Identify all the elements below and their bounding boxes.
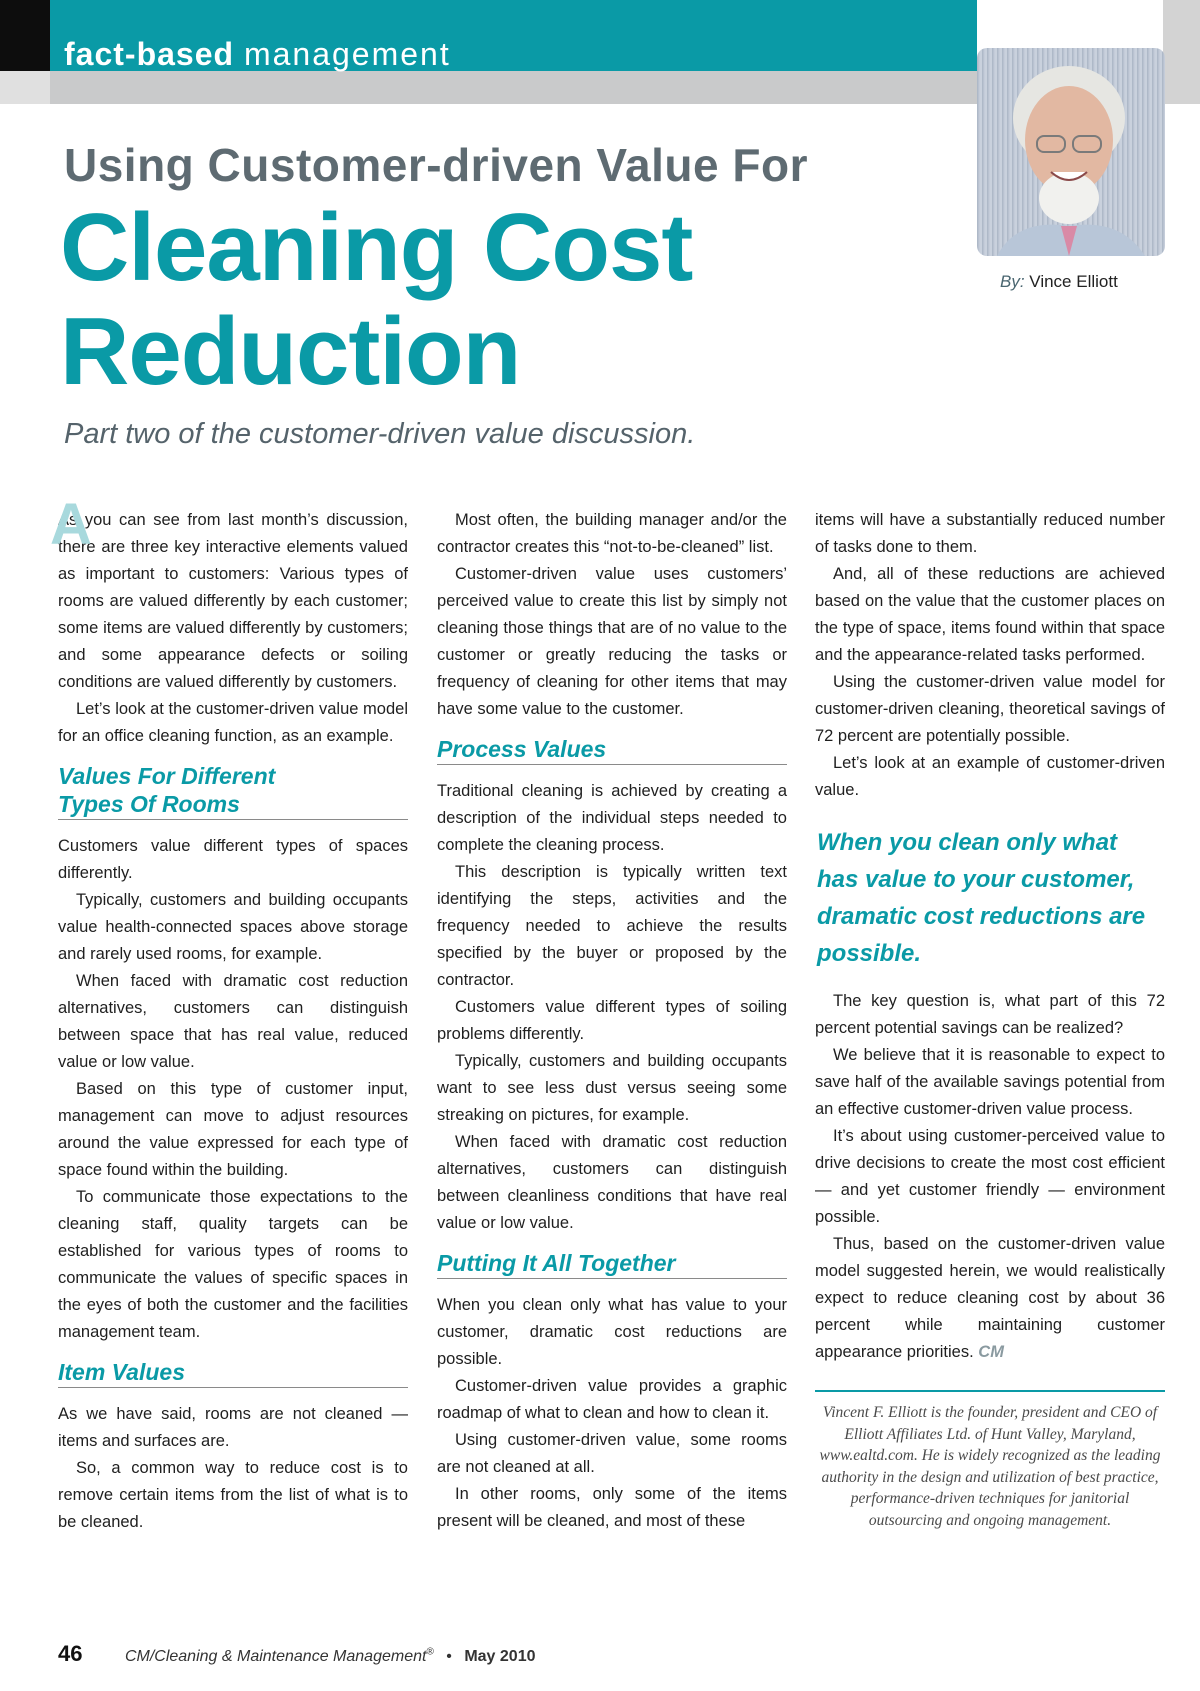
paragraph: Typically, customers and building occupants value health-connected spaces above storage and rarely used rooms, for example. (58, 891, 408, 963)
paragraph: Let’s look at the customer-driven value model for an office cleaning function, as an example. (58, 700, 408, 745)
author-photo (977, 48, 1165, 256)
headline-line-1: Cleaning Cost (60, 194, 693, 301)
title-kicker: Using Customer-driven Value For (64, 139, 808, 191)
subhead-putting-it-together: Putting It All Together (437, 1249, 787, 1279)
paragraph-text: Thus, based on the customer-driven value model suggested herein, we would realistically expect to reduce cleaning cost by about 36 percent while maintaining customer appearance priorities. (815, 1235, 1165, 1361)
article-column-2 (437, 507, 787, 1535)
author-name: Vince Elliott (1029, 272, 1118, 291)
article-column-1 (50, 492, 408, 1536)
header-gray-band (50, 71, 977, 104)
author-portrait-illustration (977, 48, 1165, 256)
paragraph: As we have said, rooms are not cleaned — items and surfaces are. (58, 1405, 408, 1450)
headline-line-2: Reduction (60, 298, 521, 405)
registered-mark: ® (426, 1646, 434, 1658)
subhead-process-values: Process Values (437, 735, 787, 765)
page-number: 46 (58, 1641, 83, 1666)
drop-cap: A (50, 492, 92, 557)
header-gray-corner (0, 71, 50, 104)
paragraph: In other rooms, only some of the items present will be cleaned, and most of these (437, 1485, 787, 1530)
subhead-line: Types Of Rooms (58, 791, 240, 817)
subhead-item-values: Item Values (58, 1358, 408, 1388)
footer-separator: • (446, 1648, 452, 1665)
byline-label: By: (1000, 272, 1025, 291)
paragraph: When you clean only what has value to your customer, dramatic cost reductions are possible. (437, 1296, 787, 1368)
issue-date: May 2010 (464, 1648, 536, 1665)
paragraph: We believe that it is reasonable to expect to save half of the available savings potential from an effective customer-driven value process. (815, 1046, 1165, 1118)
paragraph: Using customer-driven value, some rooms are not cleaned at all. (437, 1431, 787, 1476)
paragraph: Based on this type of customer input, management can move to adjust resources around the value expressed for each type of space found within the building. (58, 1080, 408, 1179)
paragraph: Customer-driven value provides a graphic roadmap of what to clean and how to clean it. (437, 1377, 787, 1422)
deck-subtitle: Part two of the customer-driven value discussion. (64, 418, 696, 450)
paragraph: Let’s look at an example of customer-driven value. (815, 754, 1165, 799)
paragraph-final (815, 1231, 1165, 1366)
page-footer (58, 1641, 536, 1667)
paragraph: It’s about using customer-perceived value to drive decisions to create the most cost efficient — and yet customer friendly — environment possible. (815, 1127, 1165, 1226)
bio-divider (815, 1390, 1165, 1392)
paragraph: To communicate those expectations to the cleaning staff, quality targets can be established for various types of rooms to communicate the values of specific spaces in the eyes of both the customer and the facilities management team. (58, 1188, 408, 1341)
paragraph: Most often, the building manager and/or the contractor creates this “not-to-be-cleaned” list. (437, 511, 787, 556)
pull-quote: When you clean only what has value to your customer, dramatic cost reductions are possible. (817, 829, 1146, 967)
department-label (64, 36, 451, 73)
article-column-3 (815, 507, 1165, 1531)
author-byline (1000, 272, 1118, 292)
header-gray-edge (1163, 0, 1200, 104)
subhead-line: Values For Different (58, 763, 276, 789)
department-light: management (243, 36, 451, 72)
paragraph: Typically, customers and building occupants want to see less dust versus seeing some streaking on pictures, for example. (437, 1052, 787, 1124)
department-bold: fact-based (64, 36, 235, 72)
paragraph: items will have a substantially reduced number of tasks done to them. (815, 511, 1165, 556)
paragraph: Customer-driven value uses customers’ perceived value to create this list by simply not cleaning those things that are of no value to the customer or greatly reducing the tasks or frequency of cleaning for other items that may have some value to the customer. (437, 565, 787, 718)
paragraph: When faced with dramatic cost reduction alternatives, customers can distinguish between space that has real value, reduced value or low value. (58, 972, 408, 1071)
paragraph: Using the customer-driven value model for customer-driven cleaning, theoretical savings of 72 percent are potentially possible. (815, 673, 1165, 745)
paragraph: Customers value different types of spaces differently. (58, 837, 408, 882)
author-bio: Vincent F. Elliott is the founder, president and CEO of Elliott Affiliates Ltd. of Hunt Valley, Maryland, www.ealtd.com. He is widely recognized as the leading authority in the design and utilization of best practice, performance-driven techniques for janitorial outsourcing and ongoing management. (819, 1404, 1161, 1529)
paragraph: When faced with dramatic cost reduction alternatives, customers can distinguish between cleanliness conditions that have real value or low value. (437, 1133, 787, 1232)
paragraph: This description is typically written text identifying the steps, activities and the frequency needed to achieve the results specified by the buyer or proposed by the contractor. (437, 863, 787, 989)
headline (60, 196, 960, 404)
header-black-block (0, 0, 50, 71)
subhead-room-values (58, 762, 408, 820)
paragraph: And, all of these reductions are achieved based on the value that the customer places on the type of space, items found within that space and the appearance-related tasks performed. (815, 565, 1165, 664)
paragraph: So, a common way to reduce cost is to remove certain items from the list of what is to be cleaned. (58, 1459, 408, 1531)
magazine-name: CM/Cleaning & Maintenance Management (124, 1648, 427, 1665)
paragraph: The key question is, what part of this 72 percent potential savings can be realized? (815, 992, 1165, 1037)
paragraph: Traditional cleaning is achieved by creating a description of the individual steps needed to complete the cleaning process. (437, 782, 787, 854)
paragraph: Customers value different types of soiling problems differently. (437, 998, 787, 1043)
paragraph: As you can see from last month’s discussion, there are three key interactive elements valued as important to customers: Various types of rooms are valued differently by each customer; some items are valued differently by customers; and some appearance defects or soiling conditions are valued differently by customers. (58, 511, 408, 691)
end-mark: CM (978, 1343, 1004, 1361)
